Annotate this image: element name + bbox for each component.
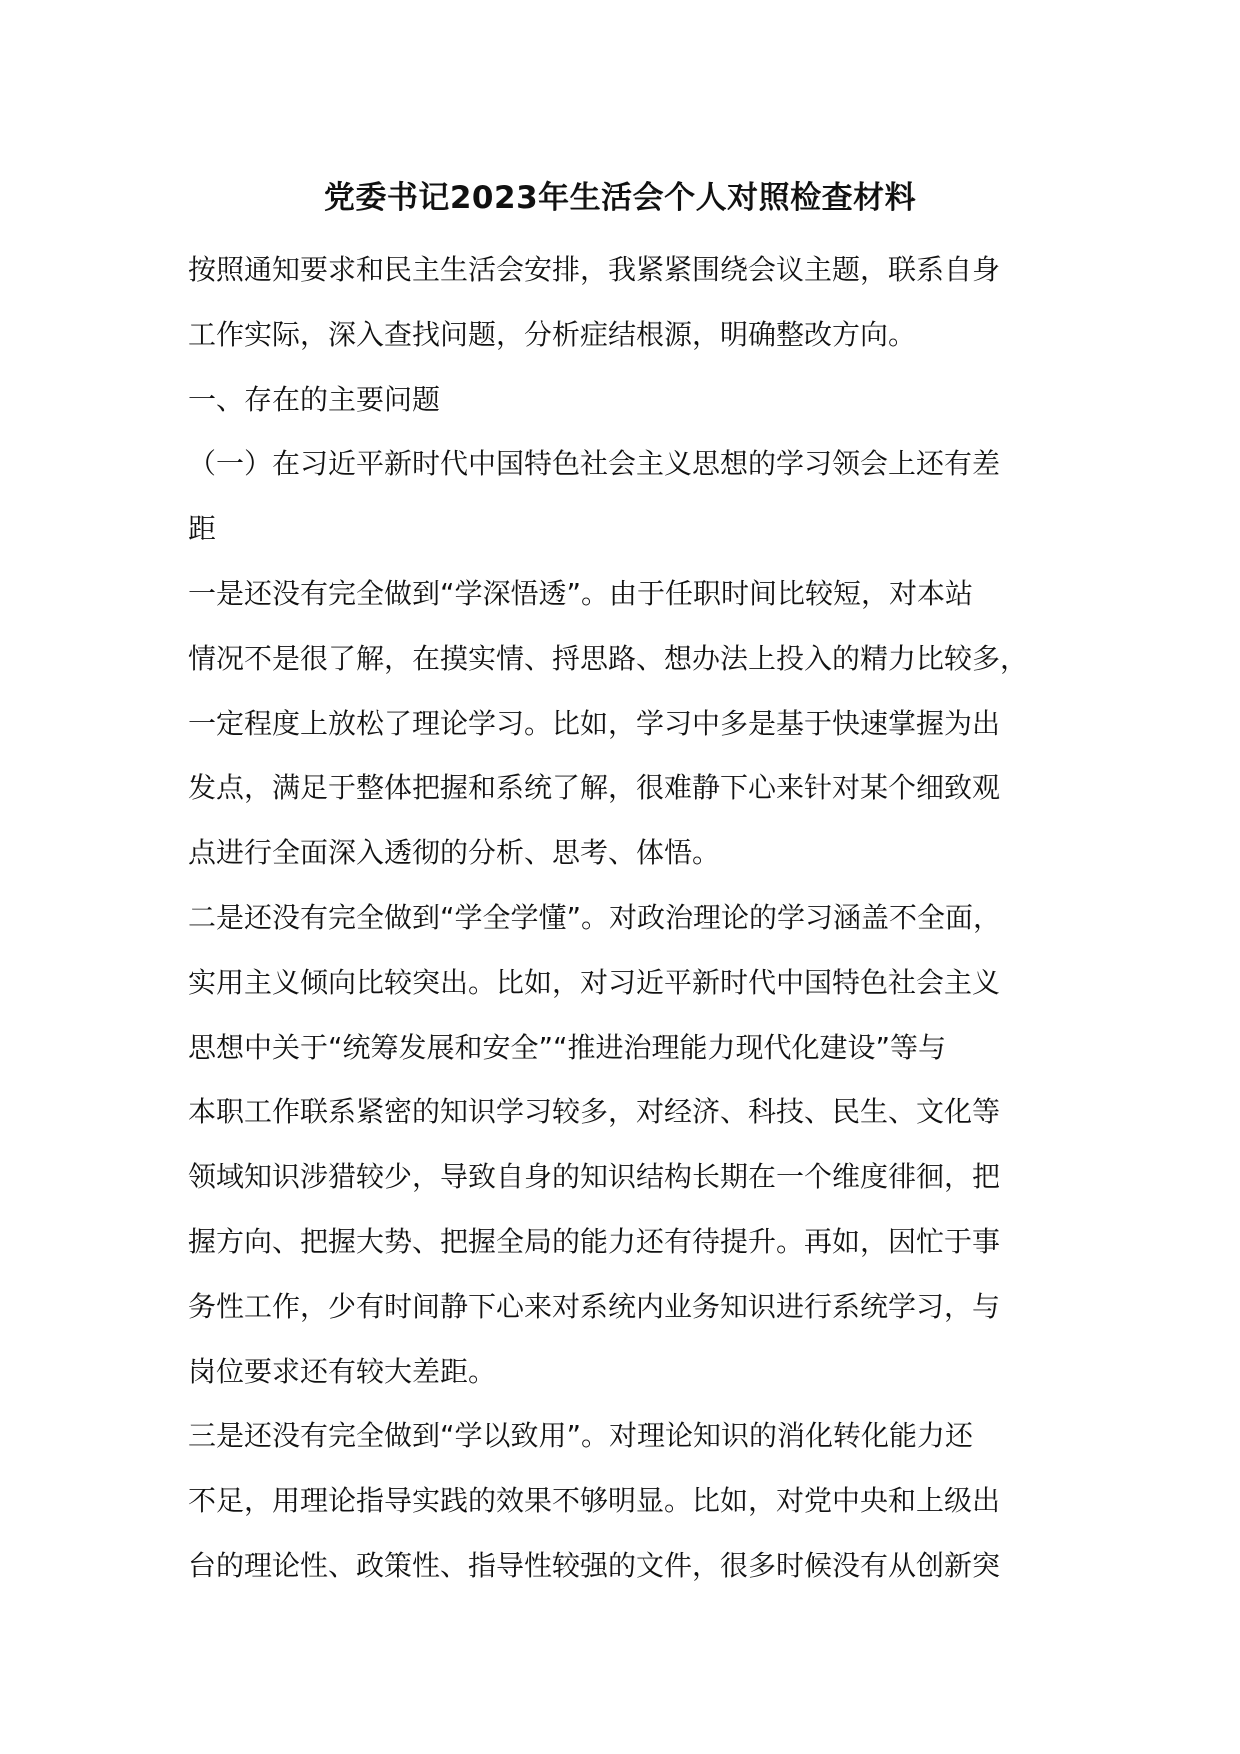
- text-line: 不足，用理论指导实践的效果不够明显。比如，对党中央和上级出: [188, 1484, 1001, 1518]
- text-line: 领域知识涉猎较少，导致自身的知识结构长期在一个维度徘徊，把: [188, 1160, 1001, 1194]
- text-line: 按照通知要求和民主生活会安排，我紧紧围绕会议主题，联系自身: [188, 253, 1001, 286]
- text-line: 发点，满足于整体把握和系统了解，很难静下心来针对某个细致观: [188, 771, 1001, 805]
- text-line: 一定程度上放松了理论学习。比如，学习中多是基于快速掌握为出: [188, 706, 1001, 740]
- text-line: 工作实际，深入查找问题，分析症结根源，明确整改方向。: [188, 317, 917, 351]
- text-line: 点进行全面深入透彻的分析、思考、体悟。: [188, 836, 721, 870]
- text-line: 岗位要求还有较大差距。: [188, 1354, 497, 1388]
- document-body: [188, 238, 1088, 1599]
- text-line: 务性工作，少有时间静下心来对系统内业务知识进行系统学习，与: [188, 1289, 1001, 1323]
- text-line: 台的理论性、政策性、指导性较强的文件，很多时候没有从创新突: [188, 1548, 1001, 1582]
- text-line: 二是还没有完全做到“学全学懂”。对政治理论的学习涵盖不全面，: [188, 900, 1002, 934]
- subsection-heading: 距: [188, 512, 217, 546]
- text-line: 情况不是很了解，在摸实情、捋思路、想办法上投入的精力比较多，: [188, 641, 1029, 675]
- section-heading: 一、存在的主要问题: [188, 382, 441, 416]
- text-line: 一是还没有完全做到“学深悟透”。由于任职时间比较短，对本站: [188, 576, 974, 610]
- text-line: 思想中关于“统筹发展和安全”“推进治理能力现代化建设”等与: [188, 1030, 947, 1064]
- text-line: 本职工作联系紧密的知识学习较多，对经济、科技、民生、文化等: [188, 1095, 1001, 1129]
- text-line: 握方向、把握大势、把握全局的能力还有待提升。再如，因忙于事: [188, 1224, 1001, 1258]
- document-title: 党委书记2023年生活会个人对照检查材料: [323, 180, 917, 216]
- text-line: 实用主义倾向比较突出。比如，对习近平新时代中国特色社会主义: [188, 965, 1001, 999]
- subsection-heading: （一）在习近平新时代中国特色社会主义思想的学习领会上还有差: [188, 447, 1001, 481]
- text-line: 三是还没有完全做到“学以致用”。对理论知识的消化转化能力还: [188, 1419, 974, 1453]
